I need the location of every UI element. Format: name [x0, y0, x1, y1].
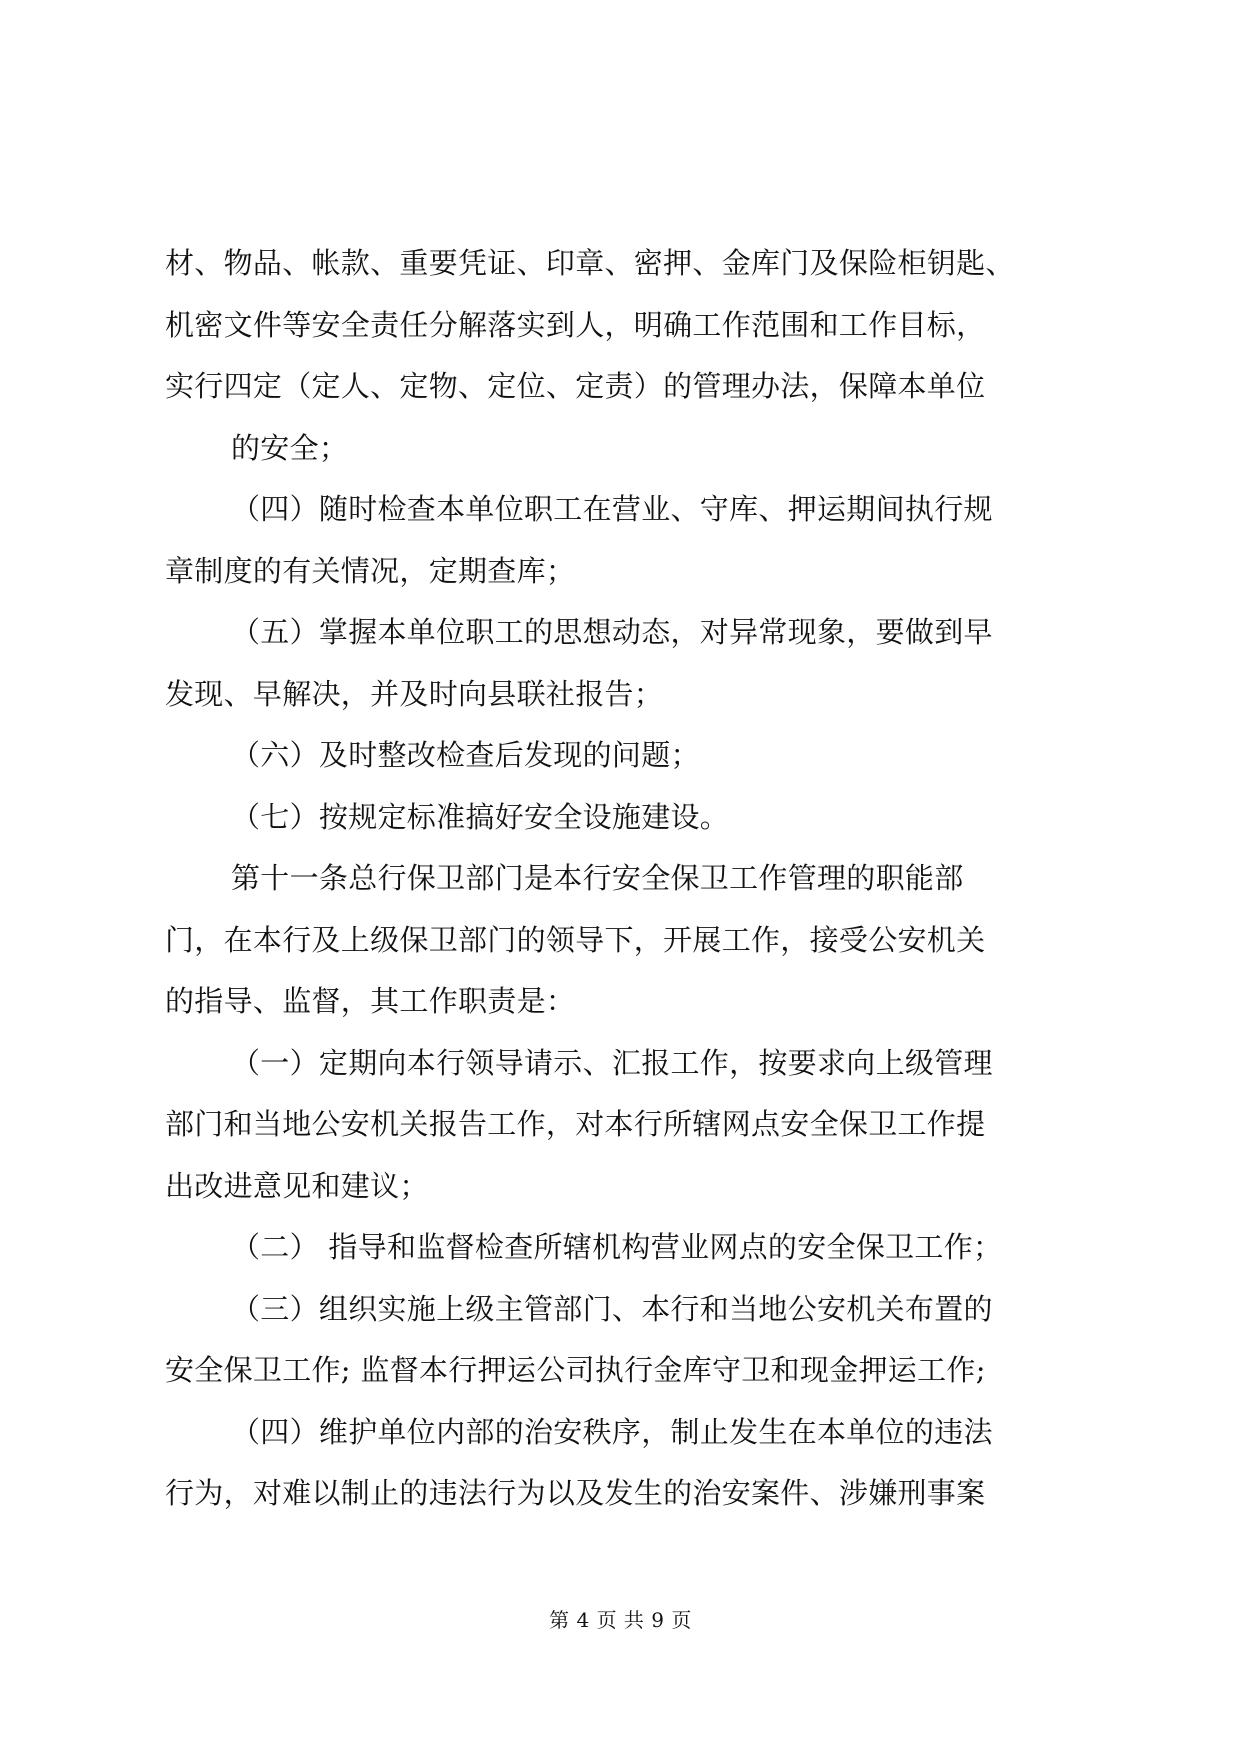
text-line: （三）组织实施上级主管部门、本行和当地公安机关布置的: [231, 1291, 993, 1326]
document-body: [165, 233, 1095, 1525]
text-line: 安全保卫工作; 监督本行押运公司执行金库守卫和现金押运工作;: [165, 1353, 986, 1387]
text-line: （七）按规定标准搞好安全设施建设。: [231, 799, 730, 834]
text-line: （四）随时检查本单位职工在营业、守库、押运期间执行规: [231, 492, 993, 526]
page-number-footer: 第 4 页 共 9 页: [549, 1608, 692, 1632]
text-line: 部门和当地公安机关报告工作，对本行所辖网点安全保卫工作提: [165, 1107, 986, 1141]
text-line: 实行四定（定人、定物、定位、定责）的管理办法，保障本单位: [165, 369, 986, 403]
text-line: 门，在本行及上级保卫部门的领导下，开展工作，接受公安机关: [165, 922, 986, 957]
text-line: （二） 指导和监督检查所辖机构营业网点的安全保卫工作；: [231, 1230, 1003, 1264]
text-line: 行为，对难以制止的违法行为以及发生的治安案件、涉嫌刑事案: [165, 1476, 986, 1510]
text-line: 第十一条总行保卫部门是本行安全保卫工作管理的职能部: [231, 861, 964, 895]
text-line: 材、物品、帐款、重要凭证、印章、密押、金库门及保险柜钥匙、: [165, 246, 1015, 280]
text-line: 的安全；: [231, 430, 349, 465]
text-line: （五）掌握本单位职工的思想动态，对异常现象，要做到早: [231, 615, 993, 649]
text-line: 的指导、监督，其工作职责是：: [165, 984, 576, 1018]
text-line: 发现、早解决，并及时向县联社报告；: [165, 676, 664, 711]
text-line: 机密文件等安全责任分解落实到人，明确工作范围和工作目标，: [165, 307, 986, 342]
text-line: （四）维护单位内部的治安秩序，制止发生在本单位的违法: [231, 1414, 993, 1449]
text-line: （六）及时整改检查后发现的问题；: [231, 738, 700, 772]
text-line: 章制度的有关情况，定期查库；: [165, 553, 576, 588]
text-line: （一）定期向本行领导请示、汇报工作，按要求向上级管理: [231, 1045, 993, 1080]
text-line: 出改进意见和建议；: [165, 1168, 429, 1203]
